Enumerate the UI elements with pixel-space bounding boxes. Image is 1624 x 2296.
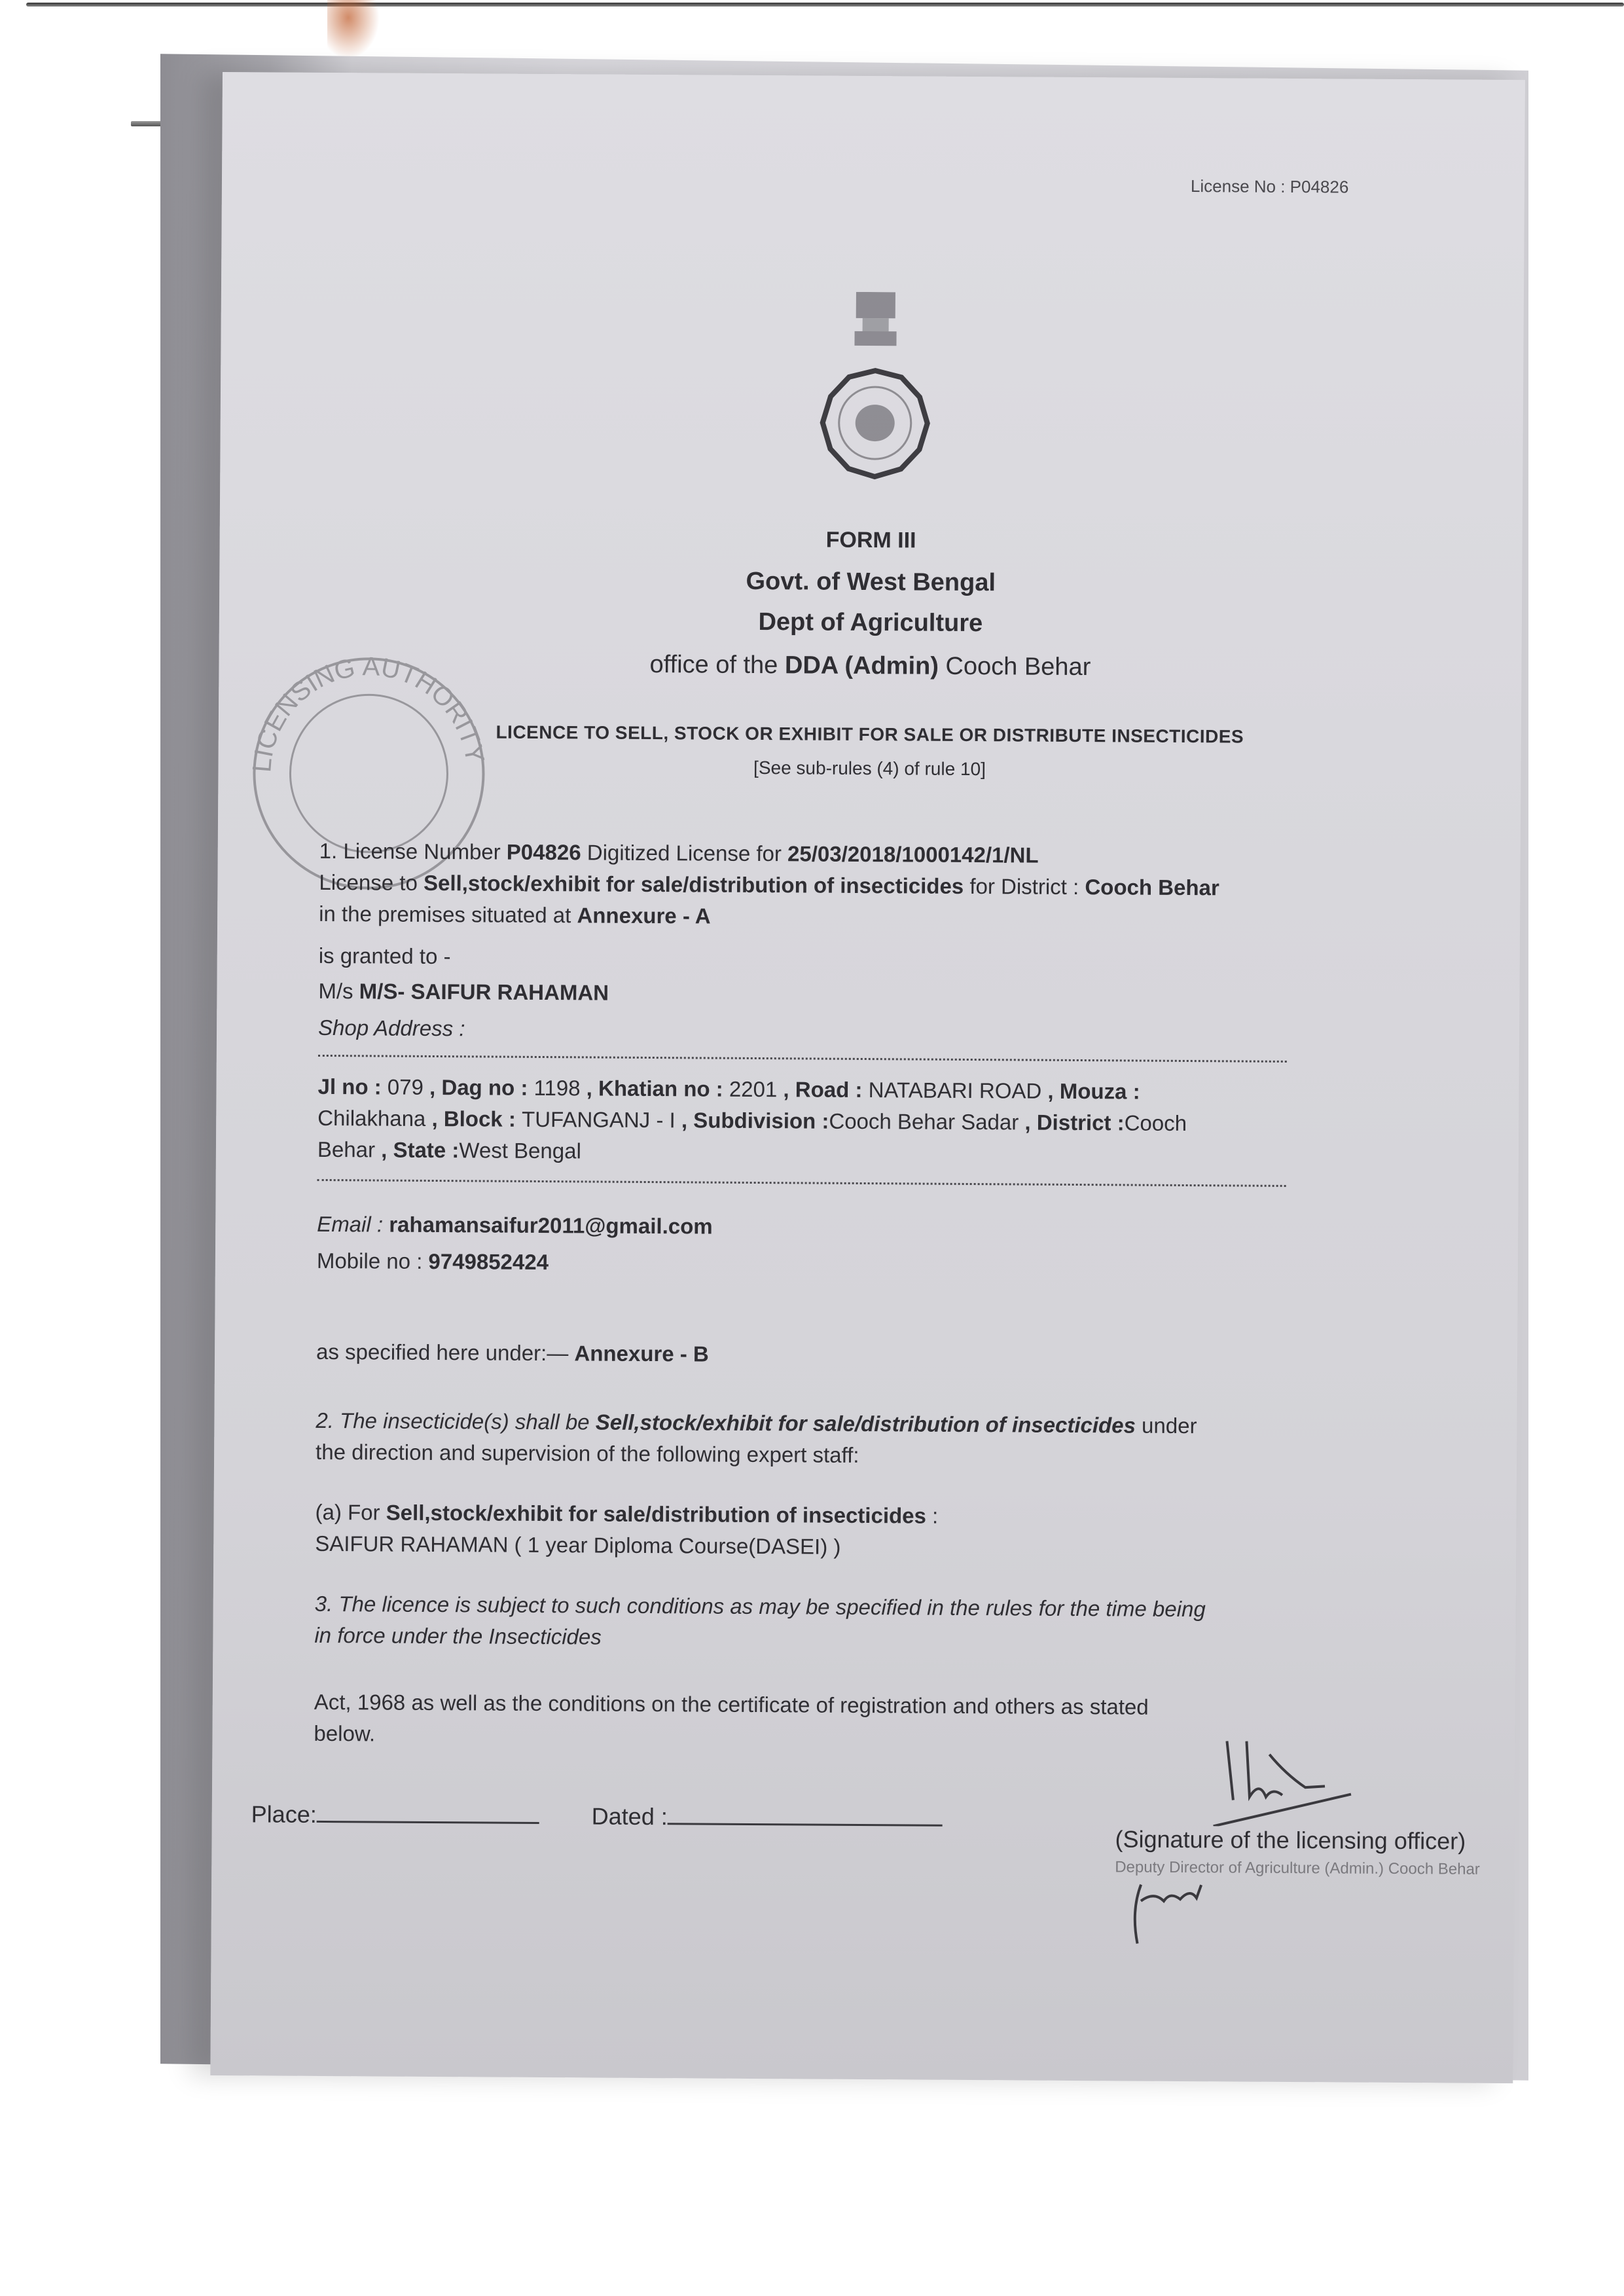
officer-stamp-text: Deputy Director of Agriculture (Admin.) Cooch Behar — [1115, 1858, 1480, 1878]
annexure-a: Annexure - A — [577, 903, 711, 928]
specified-line — [316, 1339, 709, 1367]
road: NATABARI ROAD — [868, 1078, 1042, 1103]
mobile-line — [317, 1248, 549, 1275]
form-title: FORM III — [825, 527, 916, 553]
label: , Block : — [425, 1106, 522, 1131]
place-blank — [317, 1821, 539, 1824]
department-name: Dept of Agriculture — [758, 608, 983, 638]
digitized-license-id: 25/03/2018/1000142/1/NL — [787, 841, 1039, 867]
label: , Mouza : — [1041, 1078, 1140, 1104]
license-number: P04826 — [506, 839, 581, 865]
address-line-3 — [317, 1137, 581, 1163]
label: , Dag no : — [423, 1074, 534, 1100]
text: (a) For — [315, 1499, 386, 1525]
office-prefix: office of the — [649, 651, 785, 680]
west-bengal-emblem-icon — [803, 291, 948, 508]
scan-top-edge — [26, 3, 1624, 7]
annexure-b: Annexure - B — [574, 1341, 709, 1366]
signature-label: (Signature of the licensing officer) — [1115, 1825, 1466, 1855]
seal-text: LICENSING AUTHORITY — [247, 652, 490, 774]
dated-field — [592, 1802, 943, 1832]
district: Cooch — [1124, 1110, 1187, 1136]
text: M/s — [318, 978, 359, 1004]
address-line-2 — [317, 1106, 1187, 1136]
sub-rule-reference: [See sub-rules (4) of rule 10] — [753, 757, 986, 780]
license-purpose: Sell,stock/exhibit for sale/distribution of insecticides — [423, 870, 964, 898]
place-label: Place: — [251, 1800, 317, 1828]
text: for District : — [964, 873, 1085, 900]
text: : — [926, 1503, 939, 1528]
dag-no: 1198 — [533, 1075, 581, 1101]
office-suffix: Cooch Behar — [938, 652, 1091, 682]
dotted-separator — [318, 1055, 1287, 1063]
section-3-line-2: in force under the Insecticides — [314, 1622, 602, 1649]
mobile-label: Mobile no : — [316, 1248, 429, 1273]
label: , Road : — [777, 1077, 869, 1102]
licensee-name: M/S- SAIFUR RAHAMAN — [359, 979, 609, 1005]
label: , Subdivision : — [675, 1108, 829, 1133]
mobile-value: 9749852424 — [428, 1248, 549, 1275]
section-2-line-1 — [316, 1408, 1197, 1438]
khatian-no: 2201 — [729, 1076, 778, 1102]
text: 2. The insecticide(s) shall be — [316, 1408, 596, 1434]
district: Cooch Behar — [1085, 875, 1219, 900]
license-number-line — [319, 839, 1039, 868]
license-document — [210, 72, 1525, 2083]
handwritten-signature-icon — [1115, 1734, 1483, 1827]
mouza: Chilakhana — [317, 1105, 426, 1131]
licensee-line — [318, 979, 609, 1006]
section-3-line-1: 3. The licence is subject to such conditions as may be specified in the rules for the time being — [314, 1591, 1206, 1622]
label: , State : — [374, 1137, 460, 1163]
district: Behar — [317, 1137, 376, 1162]
rust-stain — [327, 0, 380, 59]
label: , Khatian no : — [580, 1076, 730, 1101]
granted-to-label: is granted to - — [318, 943, 451, 969]
act-line-2: below. — [314, 1721, 376, 1746]
state: West Bengal — [459, 1138, 581, 1163]
text: as specified here under:— — [316, 1339, 575, 1366]
email-value: rahamansaifur2011@gmail.com — [389, 1212, 713, 1239]
license-purpose: Sell,stock/exhibit for sale/distribution of insecticides — [595, 1410, 1136, 1438]
expert-staff: SAIFUR RAHAMAN ( 1 year Diploma Course(DASEI) ) — [315, 1531, 841, 1559]
jl-no: 079 — [387, 1074, 424, 1099]
shop-address-label: Shop Address : — [317, 1015, 465, 1041]
government-name: Govt. of West Bengal — [746, 567, 996, 597]
license-purpose: Sell,stock/exhibit for sale/distribution of insecticides — [386, 1500, 927, 1528]
license-number-header: License No : P04826 — [1190, 176, 1349, 197]
text: 1. License Number — [319, 838, 507, 864]
email-line — [317, 1212, 713, 1239]
label: , District : — [1019, 1110, 1125, 1135]
office-bold: DDA (Admin) — [784, 651, 939, 680]
place-field — [251, 1800, 539, 1830]
initials-signature-icon — [1128, 1872, 1259, 1951]
text: Digitized License for — [581, 840, 788, 866]
address-line-1 — [317, 1074, 1140, 1104]
act-line-1: Act, 1968 as well as the conditions on the certificate of registration and others as stated — [314, 1689, 1149, 1719]
subdivision: Cooch Behar Sadar — [829, 1108, 1019, 1135]
premises-line — [319, 902, 711, 929]
license-heading: LICENCE TO SELL, STOCK OR EXHIBIT FOR SALE OR DISTRIBUTE INSECTICIDES — [496, 721, 1244, 747]
section-2a-line-1 — [315, 1500, 938, 1529]
section-2-line-2: the direction and supervision of the following expert staff: — [316, 1439, 859, 1467]
dated-label: Dated : — [591, 1802, 668, 1831]
text: License to — [319, 869, 424, 895]
block: TUFANGANJ - I — [521, 1106, 676, 1133]
dated-blank — [668, 1823, 943, 1827]
dotted-separator — [317, 1179, 1286, 1187]
text: in the premises situated at — [319, 901, 577, 928]
label: Jl no : — [317, 1074, 388, 1099]
text: under — [1135, 1413, 1197, 1438]
email-label: Email : — [317, 1211, 389, 1237]
